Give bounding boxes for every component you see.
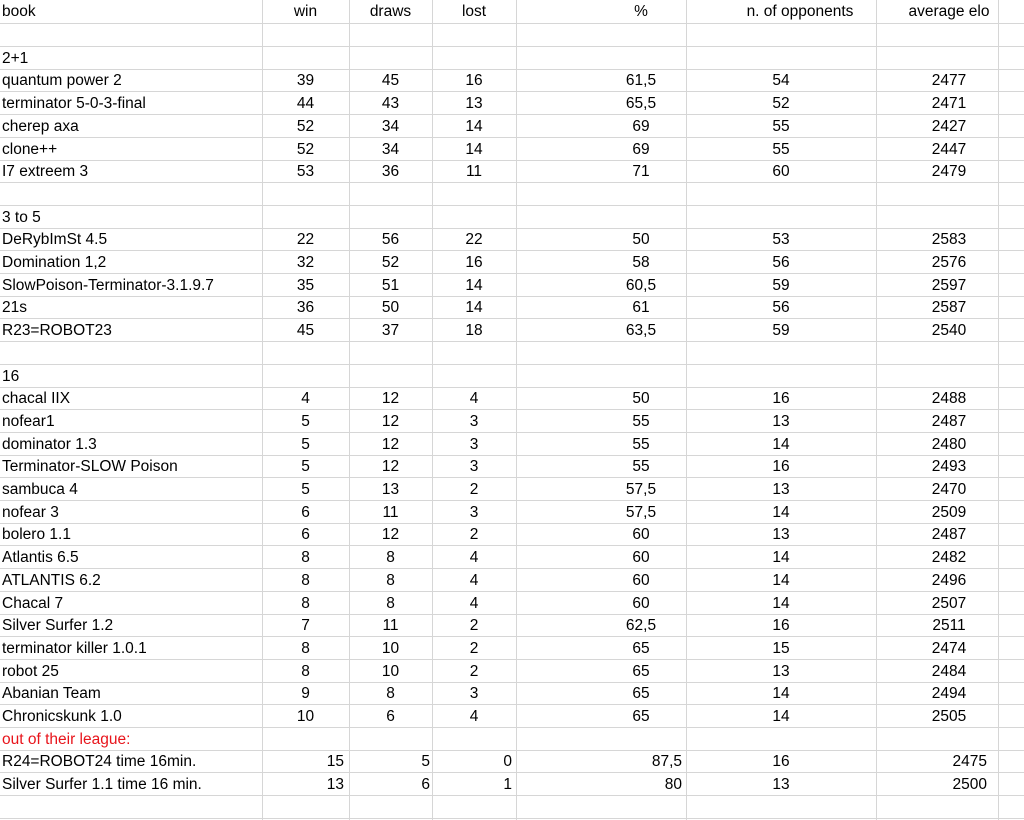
book-name: Abanian Team <box>2 685 101 703</box>
cell-pct: 71 <box>632 163 650 181</box>
table-row <box>0 637 1024 660</box>
cell-lost: 22 <box>465 231 483 249</box>
cell-elo: 2587 <box>931 299 967 317</box>
cell-elo: 2427 <box>931 117 967 135</box>
cell-opponents: 13 <box>772 662 790 680</box>
cell-pct: 65,5 <box>625 95 657 113</box>
table-row <box>0 92 1024 115</box>
cell-win: 45 <box>296 322 315 340</box>
table-row <box>0 319 1024 342</box>
cell-elo: 2477 <box>931 72 967 90</box>
cell-pct: 65 <box>632 639 650 657</box>
cell-elo: 2583 <box>931 231 967 249</box>
cell-draws: 52 <box>381 254 400 271</box>
table-row <box>0 296 1024 319</box>
cell-elo: 2482 <box>931 549 967 567</box>
cell-opponents: 59 <box>772 276 790 294</box>
empty-row <box>0 24 1024 47</box>
cell-win: 22 <box>296 231 315 249</box>
cell-pct: 55 <box>632 435 650 453</box>
cell-elo: 2511 <box>932 617 966 635</box>
cell-draws: 37 <box>381 322 400 340</box>
cell-win: 8 <box>301 571 310 589</box>
cell-win: 6 <box>301 503 310 521</box>
cell-elo: 2496 <box>931 571 967 589</box>
cell-win: 6 <box>301 526 310 544</box>
cell-elo: 2487 <box>931 412 967 430</box>
cell-opponents: 56 <box>772 254 790 271</box>
cell-lost: 3 <box>469 435 479 453</box>
cell-draws: 12 <box>381 526 400 544</box>
header-percent: % <box>634 3 648 20</box>
section-title-row <box>0 206 1024 229</box>
cell-draws: 8 <box>386 685 395 703</box>
cell-lost: 4 <box>469 571 479 589</box>
header-lost: lost <box>461 3 487 20</box>
table-row <box>0 433 1024 456</box>
book-name: nofear 3 <box>2 503 59 521</box>
book-name: R23=ROBOT23 <box>2 322 112 340</box>
cell-elo: 2487 <box>931 526 967 544</box>
cell-pct: 65 <box>632 662 650 680</box>
header-row <box>0 0 1024 24</box>
cell-draws: 36 <box>381 163 400 181</box>
cell-pct: 61,5 <box>625 72 657 90</box>
book-name: ATLANTIS 6.2 <box>2 571 101 589</box>
table-row <box>0 750 1024 773</box>
book-name: Atlantis 6.5 <box>2 549 79 567</box>
cell-draws: 6 <box>386 708 395 725</box>
cell-win: 9 <box>301 685 310 703</box>
cell-lost: 4 <box>469 594 479 612</box>
table-row <box>0 228 1024 251</box>
empty-row <box>0 183 1024 206</box>
cell-opponents: 15 <box>772 639 790 657</box>
cell-lost: 4 <box>469 549 479 567</box>
cell-opponents: 14 <box>772 685 790 703</box>
section-title: 2+1 <box>2 49 29 67</box>
cell-opponents: 60 <box>772 163 790 181</box>
cell-lost: 2 <box>469 481 479 498</box>
book-name: Silver Surfer 1.2 <box>2 617 114 635</box>
cell-draws: 11 <box>382 503 399 521</box>
cell-opponents: 14 <box>772 549 790 567</box>
book-name: quantum power 2 <box>2 72 122 90</box>
book-name: terminator 5-0-3-final <box>2 95 146 113</box>
cell-lost: 0 <box>503 753 512 771</box>
cell-pct: 58 <box>632 254 650 271</box>
cell-draws: 10 <box>381 639 400 657</box>
cell-opponents: 13 <box>772 481 790 498</box>
cell-win: 15 <box>326 753 344 771</box>
cell-opponents: 53 <box>772 231 790 249</box>
cell-elo: 2493 <box>931 458 967 476</box>
cell-elo: 2479 <box>931 163 967 181</box>
cell-elo: 2507 <box>931 594 967 612</box>
cell-draws: 51 <box>381 276 400 294</box>
cell-win: 36 <box>296 299 315 317</box>
book-name: Silver Surfer 1.1 time 16 min. <box>2 776 202 794</box>
book-name: I7 extreem 3 <box>2 163 89 181</box>
book-name: chacal IIX <box>2 390 71 408</box>
cell-win: 8 <box>301 594 310 612</box>
cell-opponents: 14 <box>772 571 790 589</box>
table-row <box>0 546 1024 569</box>
header-book: book <box>2 3 36 20</box>
cell-elo: 2470 <box>931 481 967 498</box>
cell-draws: 43 <box>381 95 400 113</box>
cell-pct: 60,5 <box>625 276 657 294</box>
cell-draws: 12 <box>381 390 400 408</box>
cell-win: 32 <box>296 254 315 271</box>
cell-win: 4 <box>301 390 310 408</box>
table-row <box>0 478 1024 501</box>
cell-pct: 50 <box>632 390 650 408</box>
cell-lost: 14 <box>465 276 483 294</box>
table-row <box>0 160 1024 183</box>
empty-row <box>0 342 1024 365</box>
cell-opponents: 16 <box>772 390 790 408</box>
cell-pct: 60 <box>632 571 650 589</box>
cell-draws: 56 <box>381 231 400 249</box>
table-row <box>0 523 1024 546</box>
cell-opponents: 14 <box>772 708 790 725</box>
cell-pct: 61 <box>632 299 650 317</box>
section-title-row <box>0 47 1024 70</box>
cell-win: 52 <box>296 117 315 135</box>
cell-draws: 34 <box>381 140 400 158</box>
table-row <box>0 660 1024 683</box>
book-name: 21s <box>2 299 27 317</box>
book-name: Domination 1,2 <box>2 254 107 271</box>
table-row <box>0 682 1024 705</box>
cell-win: 52 <box>296 140 315 158</box>
cell-lost: 14 <box>465 140 483 158</box>
cell-elo: 2505 <box>931 708 967 725</box>
cell-win: 8 <box>301 549 310 567</box>
cell-opponents: 13 <box>772 412 790 430</box>
cell-lost: 16 <box>465 72 483 90</box>
section-title-row <box>0 365 1024 388</box>
cell-draws: 8 <box>386 549 395 567</box>
cell-opponents: 13 <box>772 776 790 794</box>
section-title: 16 <box>2 367 20 385</box>
cell-draws: 8 <box>386 571 395 589</box>
cell-win: 5 <box>301 412 310 430</box>
table-row <box>0 410 1024 433</box>
cell-pct: 63,5 <box>625 322 657 340</box>
cell-elo: 2509 <box>931 503 967 521</box>
cell-opponents: 52 <box>772 95 790 113</box>
cell-pct: 57,5 <box>625 503 657 521</box>
table-row <box>0 705 1024 728</box>
cell-elo: 2540 <box>931 322 967 340</box>
cell-win: 13 <box>326 776 344 794</box>
cell-pct: 69 <box>632 140 650 158</box>
cell-lost: 3 <box>469 412 479 430</box>
cell-lost: 4 <box>469 390 479 408</box>
book-name: SlowPoison-Terminator-3.1.9.7 <box>2 276 214 294</box>
cell-draws: 10 <box>381 662 400 680</box>
cell-draws: 12 <box>381 412 400 430</box>
header-opponents: n. of opponents <box>746 3 854 20</box>
cell-lost: 13 <box>465 95 483 113</box>
cell-win: 53 <box>296 163 315 181</box>
cell-pct: 65 <box>632 685 650 703</box>
cell-lost: 16 <box>465 254 483 271</box>
cell-draws: 12 <box>381 435 400 453</box>
cell-elo: 2494 <box>931 685 967 703</box>
cell-pct: 57,5 <box>625 481 657 498</box>
cell-opponents: 13 <box>772 526 790 544</box>
cell-opponents: 55 <box>772 117 790 135</box>
cell-elo: 2500 <box>952 776 987 794</box>
cell-opponents: 14 <box>772 594 790 612</box>
book-name: R24=ROBOT24 time 16min. <box>2 753 197 771</box>
table-row <box>0 387 1024 410</box>
cell-win: 5 <box>301 458 310 476</box>
book-name: dominator 1.3 <box>2 435 97 453</box>
cell-opponents: 56 <box>772 299 790 317</box>
book-name: terminator killer 1.0.1 <box>2 639 147 657</box>
cell-opponents: 14 <box>772 435 790 453</box>
cell-pct: 60 <box>632 594 650 612</box>
cell-lost: 14 <box>465 299 483 317</box>
cell-lost: 3 <box>469 685 479 703</box>
cell-lost: 11 <box>465 163 483 181</box>
cell-lost: 3 <box>469 503 479 521</box>
cell-opponents: 59 <box>772 322 790 340</box>
cell-pct: 60 <box>632 549 650 567</box>
table-row <box>0 501 1024 524</box>
cell-lost: 1 <box>503 776 512 794</box>
table-row <box>0 115 1024 138</box>
section-title: 3 to 5 <box>2 208 41 226</box>
book-name: cherep axa <box>2 117 79 135</box>
table-row <box>0 274 1024 297</box>
cell-win: 44 <box>296 95 315 113</box>
cell-lost: 2 <box>469 526 479 544</box>
table-row <box>0 592 1024 615</box>
cell-elo: 2475 <box>952 753 987 771</box>
cell-draws: 11 <box>382 617 399 635</box>
cell-elo: 2488 <box>931 390 967 408</box>
cell-lost: 2 <box>469 639 479 657</box>
cell-lost: 2 <box>469 617 479 635</box>
cell-win: 5 <box>301 481 310 498</box>
cell-win: 8 <box>301 639 310 657</box>
cell-win: 7 <box>301 617 310 635</box>
cell-lost: 18 <box>465 322 483 340</box>
cell-pct: 65 <box>632 708 650 725</box>
cell-elo: 2474 <box>931 639 967 657</box>
book-name: nofear1 <box>2 412 55 430</box>
cell-opponents: 16 <box>772 458 790 476</box>
out-of-league-title-row <box>0 728 1024 751</box>
cell-elo: 2597 <box>931 276 967 294</box>
cell-draws: 6 <box>421 776 430 794</box>
cell-pct: 50 <box>632 231 650 249</box>
cell-draws: 5 <box>421 753 430 771</box>
table-row <box>0 69 1024 92</box>
book-name: Chronicskunk 1.0 <box>2 708 122 725</box>
book-name: Chacal 7 <box>2 594 64 612</box>
book-name: DeRybImSt 4.5 <box>2 231 108 249</box>
cell-lost: 4 <box>469 708 479 725</box>
cell-elo: 2471 <box>931 95 967 113</box>
cell-draws: 34 <box>381 117 400 135</box>
cell-lost: 3 <box>469 458 479 476</box>
cell-lost: 14 <box>465 117 483 135</box>
cell-elo: 2447 <box>931 140 967 158</box>
book-name: sambuca 4 <box>2 481 78 498</box>
cell-pct: 55 <box>632 458 650 476</box>
cell-elo: 2576 <box>931 254 967 271</box>
table-row <box>0 614 1024 637</box>
table-row <box>0 569 1024 592</box>
cell-draws: 12 <box>381 458 400 476</box>
cell-elo: 2484 <box>931 662 967 680</box>
cell-pct: 80 <box>664 776 682 794</box>
cell-pct: 55 <box>632 412 650 430</box>
table-row <box>0 773 1024 796</box>
cell-pct: 60 <box>632 526 650 544</box>
cell-win: 35 <box>296 276 315 294</box>
header-draws: draws <box>369 3 412 20</box>
cell-win: 39 <box>296 72 315 90</box>
header-average-elo: average elo <box>908 3 990 20</box>
cell-draws: 8 <box>386 594 395 612</box>
cell-draws: 50 <box>381 299 400 317</box>
table-row <box>0 138 1024 161</box>
book-name: Terminator-SLOW Poison <box>2 458 178 476</box>
cell-win: 5 <box>301 435 310 453</box>
cell-lost: 2 <box>469 662 479 680</box>
cell-draws: 13 <box>381 481 400 498</box>
cell-pct: 62,5 <box>625 617 657 635</box>
empty-row <box>0 796 1024 819</box>
book-name: robot 25 <box>2 662 59 680</box>
cell-pct: 69 <box>632 117 650 135</box>
cell-opponents: 16 <box>772 617 790 635</box>
table-row <box>0 251 1024 274</box>
cell-opponents: 16 <box>772 753 790 771</box>
header-win: win <box>293 3 318 20</box>
cell-pct: 87,5 <box>651 753 682 771</box>
cell-opponents: 54 <box>772 72 790 90</box>
cell-elo: 2480 <box>931 435 967 453</box>
book-name: bolero 1.1 <box>2 526 71 544</box>
table-row <box>0 455 1024 478</box>
cell-draws: 45 <box>381 72 400 90</box>
out-of-league-title: out of their league: <box>2 730 131 748</box>
cell-win: 8 <box>301 662 310 680</box>
cell-opponents: 55 <box>772 140 790 158</box>
book-name: clone++ <box>2 140 58 158</box>
cell-win: 10 <box>296 708 315 725</box>
cell-opponents: 14 <box>772 503 790 521</box>
